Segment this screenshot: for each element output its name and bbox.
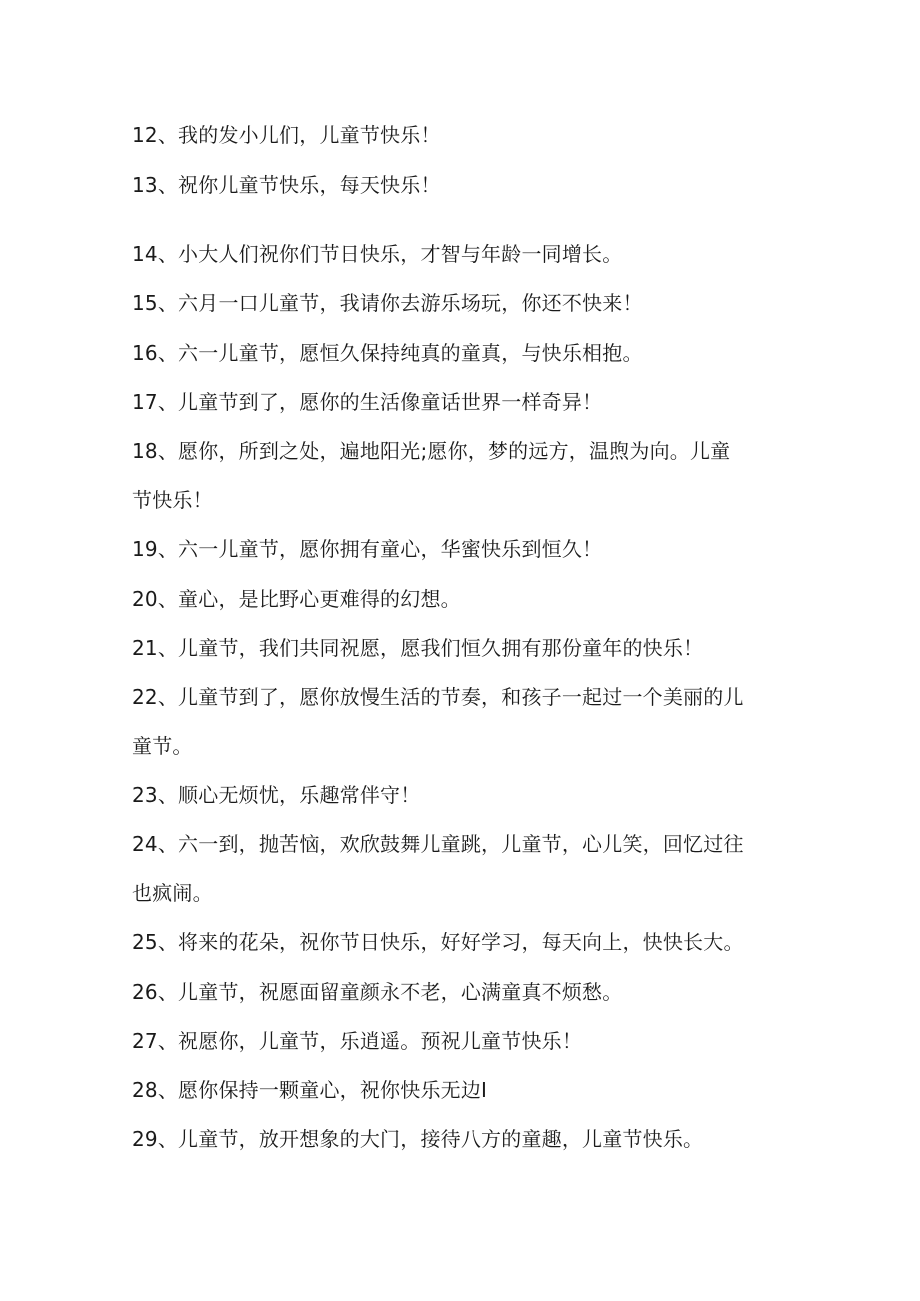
text-line-25: 25、将来的花朵，祝你节日快乐，好好学习，每天向上，快快长大。 — [132, 930, 744, 954]
text-line-27: 27、祝愿你，儿童节，乐逍遥。预祝儿童节快乐！ — [132, 1029, 583, 1053]
text-line-17: 17、儿童节到了，愿你的生活像童话世界一样奇异！ — [132, 390, 603, 414]
text-line-14: 14、小大人们祝你们节日快乐，才智与年龄一同增长。 — [132, 242, 623, 266]
text-line-18a: 18、愿你，所到之处，遍地阳光;愿你，梦的远方，温煦为向。儿童 — [132, 439, 731, 463]
text-line-22a: 22、儿童节到了，愿你放慢生活的节奏，和孩子一起过一个美丽的儿 — [132, 685, 744, 709]
text-line-29: 29、儿童节，放开想象的大门，接待八方的童趣，儿童节快乐。 — [132, 1127, 704, 1151]
text-line-13: 13、祝你儿童节快乐，每天快乐！ — [132, 173, 441, 197]
text-line-24a: 24、六一到，抛苦恼，欢欣鼓舞儿童跳，儿童节，心儿笑，回忆过往 — [132, 832, 744, 856]
text-line-23: 23、顺心无烦忧，乐趣常伴守！ — [132, 783, 421, 807]
text-line-15: 15、六月一口儿童节，我请你去游乐场玩，你还不快来！ — [132, 291, 643, 315]
text-line-22b: 童节。 — [132, 734, 193, 758]
text-line-20: 20、童心，是比野心更难得的幻想。 — [132, 587, 461, 611]
text-line-12: 12、我的发小儿们，儿童节快乐！ — [132, 123, 441, 147]
text-line-26: 26、儿童节，祝愿面留童颜永不老，心满童真不烦愁。 — [132, 980, 623, 1004]
text-line-28: 28、愿你保持一颗童心，祝你快乐无边I — [132, 1078, 488, 1102]
text-line-21: 21、儿童节，我们共同祝愿，愿我们恒久拥有那份童年的快乐！ — [132, 636, 704, 660]
text-line-19: 19、六一儿童节，愿你拥有童心，华蜜快乐到恒久！ — [132, 537, 603, 561]
text-line-16: 16、六一儿童节，愿恒久保持纯真的童真，与快乐相抱。 — [132, 341, 643, 365]
text-line-24b: 也疯闹。 — [132, 881, 213, 905]
text-line-18b: 节快乐！ — [132, 488, 213, 512]
